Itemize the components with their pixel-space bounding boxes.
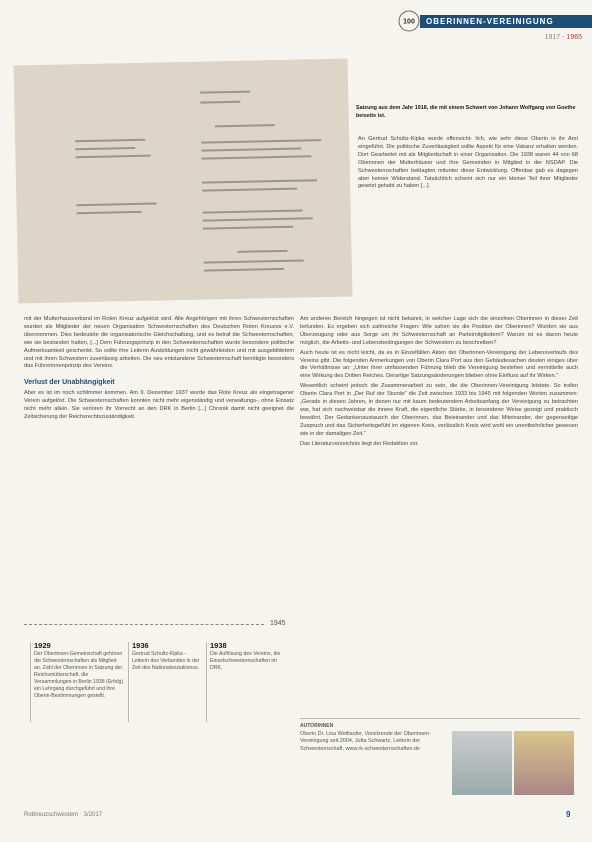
laurel-logo-icon	[398, 10, 420, 32]
timeline-event	[34, 642, 124, 700]
timeline-year: 1929	[34, 641, 51, 650]
author-portrait	[514, 731, 574, 795]
paragraph: An Gertrud Schultz-Kipka wurde offensicht- lich, wie sehr diese Oberin in ihr Amt eingeführt. Die politische Zuverlässigkeit sollte Aspekt für eine Vakanz erhalten werden. Dort Gearbeitet mit als Mitgliedschaft in einer Organisation. Die 1938 waren 44 von 68 Oberinnen der Mutterhäuser und ihre Gemeinden in Mitglied in der NSDAP. Die Schwesternschaften beklagten mitunter diese Entwicklung. Offenbar gab es dagegen aber keinen Widerstand. Tatsächlich scheint sich nur ein kleiner Teil ihrer Mitglieder gesetzt gehabt zu haben [...].	[358, 136, 578, 190]
timeline-event	[132, 642, 204, 672]
article-column-right	[300, 316, 578, 451]
logo-text: 100	[403, 18, 415, 26]
paragraph: mit der Mutterhausverband im Roten Kreuz aufgelöst wird. Alle Angehörigen mit ihren Schwesternschaften wurden als Mitglieder der neuen Organisation Schwesternschaften des Deutschen Roten Kreuzes e.V. übernommen. Dies bedeutete die organisatorische Gleichschaltung, und es betraf die Schwesternschaften, wie sie bestanden hatten, [...] Dem Führungsprinzip in den Schwesternschaften wurde besondere politische Aufmerksamkeit geschenkt. So sollte ihre Leiterin Ausbildungen nicht gewährleisten und mit ausgebildetem und mit ihren Schwestern zuverlässig arbeiten. Die neu entstandene Schwesternschaft benötigte besonders das Führerinnenprinzip des Vereins.	[24, 316, 294, 370]
timeline-text: Die Auflösung des Vereins, die Einzelschwesternschaften im DRK.	[210, 651, 281, 671]
author-text: Oberin Dr. Lisa Wettlaufer, Vorsitzende der Oberinnen-Vereinigung seit 2004, Jutta Schwartz, Leiterin der Schwesternschaft, www.rk-schwesternschaften.de	[300, 731, 431, 752]
article-column-left	[24, 316, 294, 424]
author-portrait	[452, 731, 512, 795]
timeline-end-year: 1945	[270, 620, 286, 627]
year-range	[545, 34, 582, 41]
article-column-right-top	[358, 136, 578, 193]
year-separator: -	[560, 34, 567, 41]
timeline-event	[210, 642, 282, 672]
paragraph: Das Literaturverzeichnis liegt der Redaktion vor.	[300, 440, 419, 447]
author-box	[300, 718, 580, 803]
timeline-line	[24, 624, 264, 625]
page-header	[398, 12, 592, 41]
organization-name: OBERINNEN-VEREINIGUNG	[420, 15, 592, 28]
historical-document-photo	[14, 59, 353, 304]
paragraph: Wesentlich scheint jedoch die Zusammenarbeit zu sein, die die Oberinnen-Vereinigung leistete. So trafen Oberin Clara Port in „Der Ruf der Stunde“ die Zeit zwischen 1933 bis 1945 mit folgenden Worten zusammen: „Gerade in diesen Jahren, in denen nur mit kaum bedeutendem Arbeitsanfang der Vereinigung zu betrachten war, hat sich nachweisbar die innere Kraft, die eigentliche Stärke, in besonderer Weise gezeigt und praktisch bewährt. Der Gedankenaustausch der Oberinnen, das Beieinander und das Miteinander, der gegenseitige Zuspruch und das Sicherheitsgefühl im eigenen Kreis, verlässlich Kreis wird wohl ein unentbehrlicher gewesen wie in der damaligen Zeit.“	[300, 383, 578, 437]
footer-publication: Rotkreuzschwestern · 3/2017	[24, 812, 103, 818]
photo-caption: Satzung aus dem Jahr 1918, die mit einem Schwert von Johann Wolfgang von Goethe beiseite ist.	[356, 105, 576, 119]
timeline-year: 1938	[210, 641, 227, 650]
author-title: AUTORINNEN	[300, 723, 334, 729]
paragraph: Aber es ist im noch schlimmer kommen. Am 9. Dezember 1937 wurde das Rote Kreuz als eingetragener Verein aufgelöst. Die Schwesternschaften konnten nicht mehr eigenständig und verwaltungs-, ohne Einsatz nicht mehr allein. Sie verloren ihr Vorrecht an den DRK in Berlin [...] Chronik damit nicht geeignet die Zeitsicherung der Reichsrechtszuständigkeit.	[24, 390, 294, 420]
year-end: 1965	[566, 34, 582, 41]
section-subhead: Verlust der Unabhängigkeit	[24, 379, 115, 387]
timeline-text: Der Oberinnen-Gemeinschaft gehören die Schwesternschaften als Mitglied an, Zahl der Oberinnen in Satzung der Reichsmütterschaft, die Versammlungen in Berlin 1938 (Erfolg) ein Lehrgang durchgeführt und ihre Oberin-Bestimmungen gestellt.	[34, 651, 124, 699]
page-number: 9	[566, 810, 571, 819]
year-start: 1917	[544, 34, 561, 41]
timeline-year: 1936	[132, 641, 149, 650]
paragraph: Auch heute ist es nicht leicht, da es in Einzelfällen Akten der Oberinnen-Vereinigung der Lebensverlaufs des Vereins gibt. Die folgenden Anmerkungen von Oberin Clara Port aus den Gebäudesachen deuten einiges über die Verhältnisse an: „Unter ihrer umfassenden Führung blieb die Vereinigung bestehen und vermittelte auch eine Wirkung des Dritten Reiches. Derartige Satzungsänderungen blieben ohne Einfluss auf ihr Wirken.“	[300, 349, 578, 380]
paragraph: Am anderen Bereich hingegen ist nicht bekannt, in welcher Lage sich die einzelnen Oberinnen in dieser Zeit befunden. Es ergeben sich zahlreiche Fragen: Wie sahen sie die Position der Oberinnen? Wurden sie aus Überzeugung oder aus Sorge um ihr Schwesternschaft an Parteimitgliedern? Warum ist es davon heute möglich, die Arbeits- und Lebensbedingungen der Schwestern zu beschreiben?	[300, 316, 578, 346]
timeline-text: Gertrud Schultz-Kipka - Leiterin des Verbandes in der Zeit des Nationalsozialismus.	[132, 651, 200, 671]
